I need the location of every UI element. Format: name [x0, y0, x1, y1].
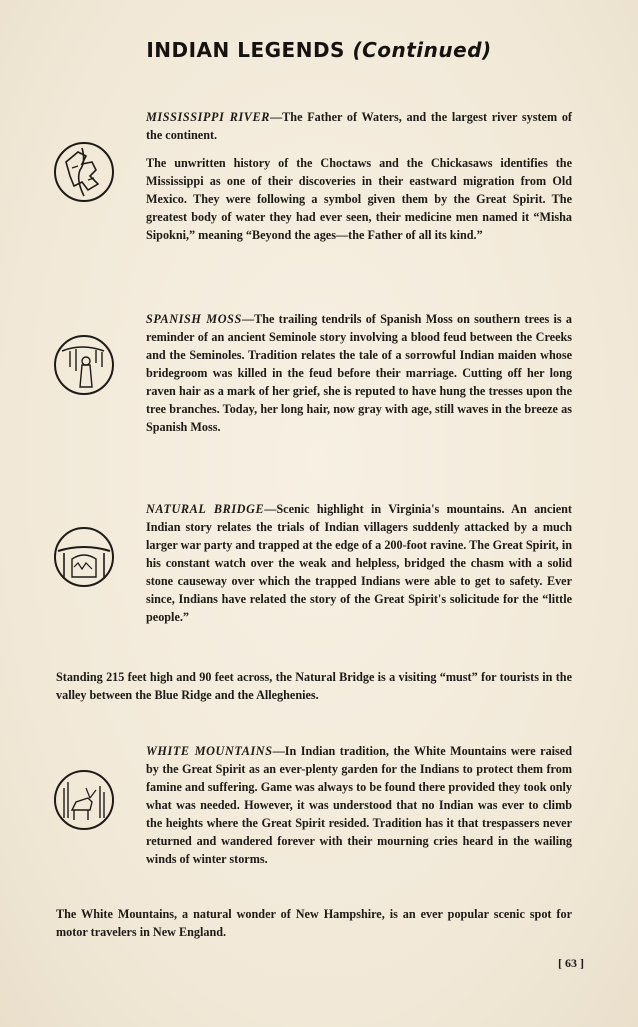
entry-white-mountains: [56, 742, 572, 868]
entry-heading: NATURAL BRIDGE: [146, 502, 265, 516]
title-continued: (Continued): [352, 38, 492, 62]
entry-note: Standing 215 feet high and 90 feet across, the Natural Bridge is a visiting “must” for tourists in the valley between the Blue Ridge and the Alleghenies.: [56, 670, 572, 702]
entry-body: The unwritten history of the Choctaws and the Chickasaws identifies the Mississippi as one of their discoveries in their eastward migration from Old Mexico. They were following a symbol given them by the Great Spirit. The greatest body of water they had ever seen, their medicine men named it “Misha Sipokni,” meaning “Beyond the ages—the Father of all its kind.”: [146, 156, 572, 242]
entry-intro: —In Indian tradition, the White Mountains were raised by the Great Spirit as an ever-plenty garden for the Indians to protect them from famine and suffering. Game was always to be found there provided they took only what was needed. However, it was understood that no Indian was ever to climb the heights where the Great Spirit resided. Tradition has it that trespassers never returned and wandered forever with their mourning cries heard in the wailing winds of winter storms.: [146, 744, 572, 866]
page-title: [0, 38, 638, 62]
entry-mississippi: [56, 108, 572, 244]
entry-intro: —The trailing tendrils of Spanish Moss on southern trees is a reminder of an ancient Seminole story involving a blood feud between the Creeks and the Seminoles. Tradition relates the tale of a sorrowful Indian maiden whose bridegroom was killed in the feud before their marriage. Cutting off her long raven hair as a mark of her grief, she is reputed to have hung the tresses upon the tree branches. Today, her long hair, now gray with age, still waves in the breeze as Spanish Moss.: [146, 312, 572, 434]
entry-intro: —The Father of Waters, and the largest river system of the continent.: [146, 110, 572, 142]
entry-heading: MISSISSIPPI RIVER: [146, 110, 270, 124]
entry-natural-bridge: [56, 500, 572, 626]
title-main: INDIAN LEGENDS: [146, 38, 345, 62]
entry-heading: WHITE MOUNTAINS: [146, 744, 273, 758]
entry-intro: —Scenic highlight in Virginia's mountains. An ancient Indian story relates the trials of Indian villagers suddenly attacked by a much larger war party and trapped at the edge of a 200-foot ravine. The Great Spirit, in his constant watch over the weak and helpless, bridged the chasm with a solid stone causeway over which the trapped Indians were able to get to safety. Ever since, Indians have related the story of the Great Spirit's solicitude for the “little people.”: [146, 502, 572, 624]
entry-spanish-moss: [56, 310, 572, 436]
entry-note: The White Mountains, a natural wonder of New Hampshire, is an ever popular scenic spot for motor travelers in New England.: [56, 907, 572, 939]
page-number: [ 63 ]: [558, 956, 584, 970]
entry-heading: SPANISH MOSS: [146, 312, 242, 326]
